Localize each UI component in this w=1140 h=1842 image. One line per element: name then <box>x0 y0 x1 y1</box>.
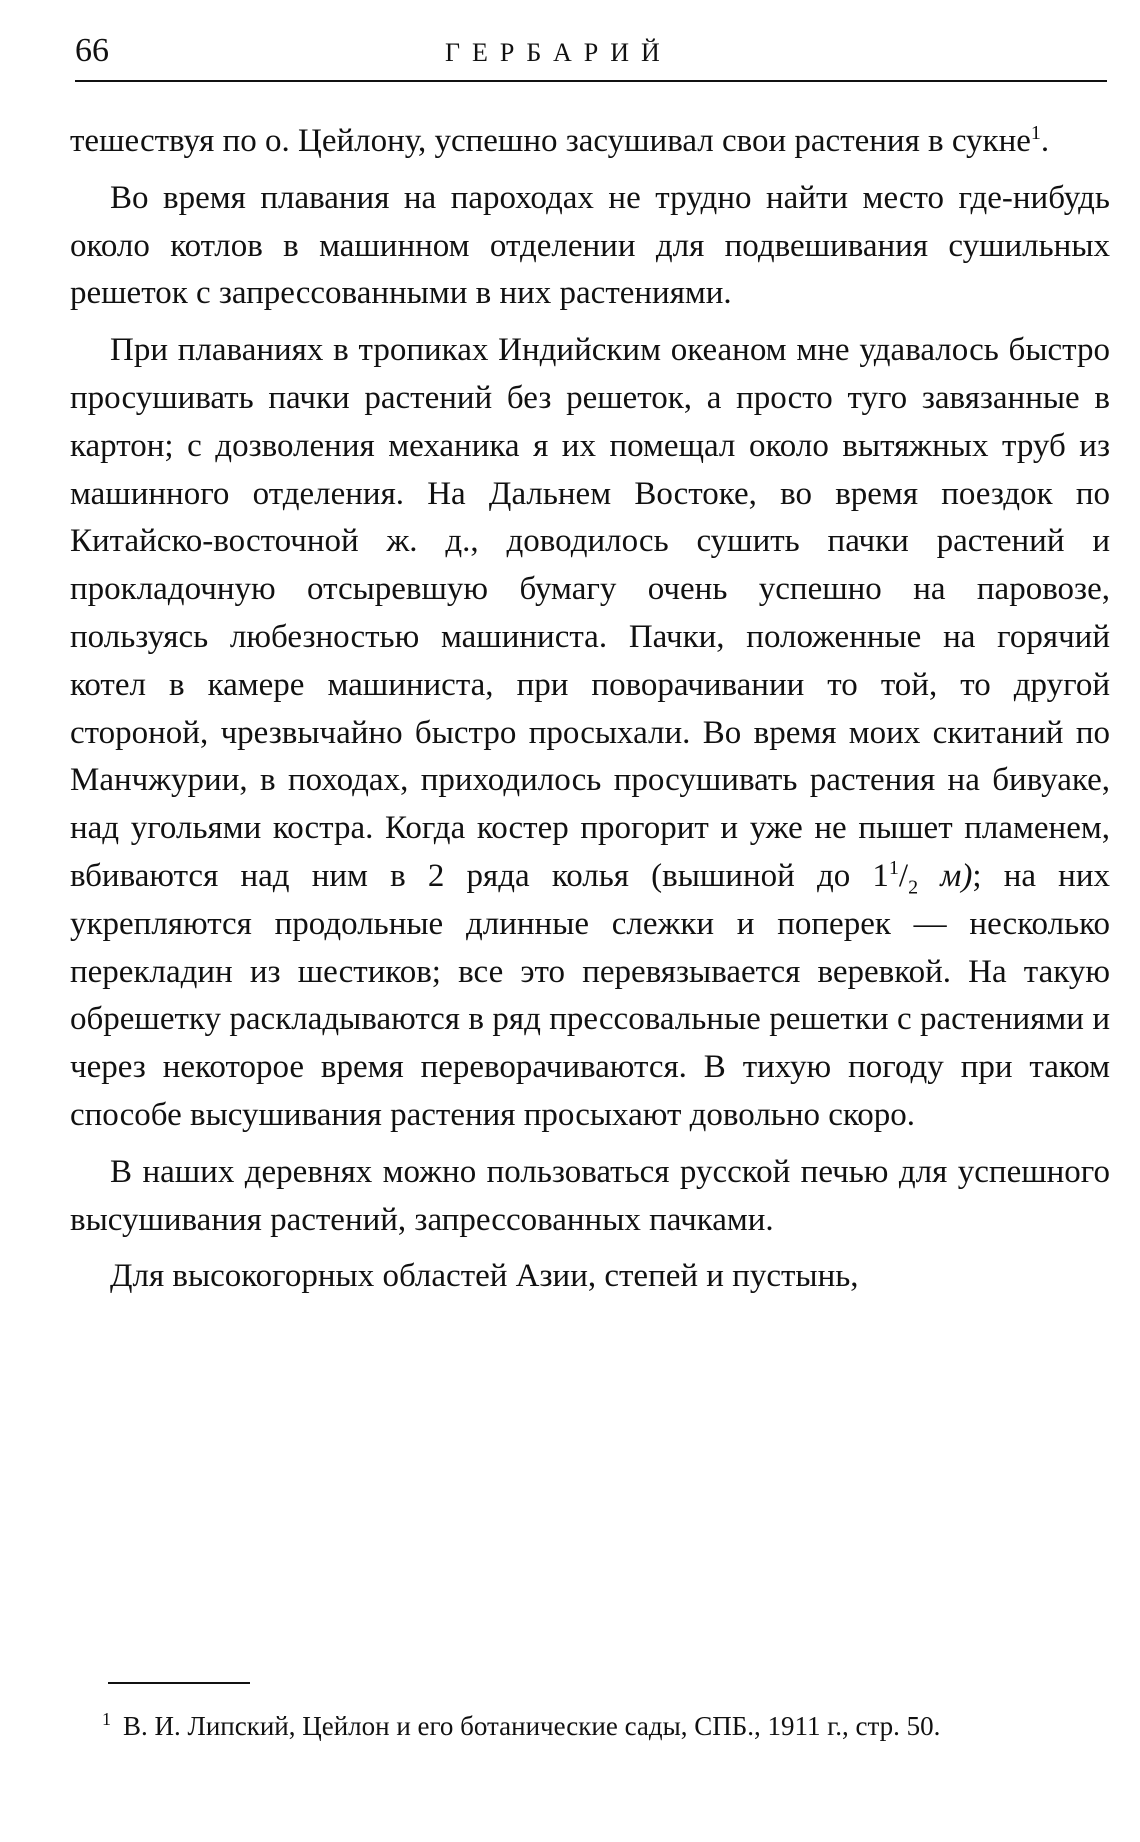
paragraph-3-text: При плаваниях в тропиках Индийским океаном мне удавалось быстро просушивать пачки растений без решеток, а просто туго завязанные в картон; с дозволения механика я их помещал около вытяжных труб из машинного отделения. На Дальнем Востоке, во время поездок по Китайско-восточной ж. д., доводилось сушить пачки растений и прокладочную отсыревшую бумагу очень успешно на паровозе, пользуясь любезностью машиниста. Пачки, положенные на горячий котел в камере машиниста, при поворачивании то той, то другой стороной, чрезвычайно быстро просыхали. Во время моих скитаний по Манчжурии, в походах, приходилось просушивать растения на бивуаке, над угольями костра. Когда костер прогорит и уже не пышет пламенем, вбиваются над ним в 2 ряда колья (вышиной до 1 <box>70 332 1110 894</box>
paragraph-2: Во время плавания на пароходах не трудно найти место где-нибудь около котлов в машинном отделении для подвешивания сушильных решеток с запрессованными в них растениями. <box>70 179 1110 312</box>
paragraph-3-tail: ; на них укрепляются продольные длинные слежки и поперек — несколько перекладин из шестиков; все это перевязывается веревкой. На такую обрешетку раскладываются в ряд прессовальные решетки с растениями и через некоторое время переворачиваются. В тихую погоду при таком способе высушивания растения просыхают довольно скоро. <box>70 857 1110 1133</box>
header-rule <box>75 80 1107 82</box>
running-head: ГЕРБАРИЙ <box>445 38 672 67</box>
page-number: 66 <box>75 32 109 69</box>
footnotes <box>62 1704 1107 1748</box>
page-header <box>75 20 1105 80</box>
body-text <box>70 118 1110 1310</box>
paragraph-4: В наших деревнях можно пользоваться русской печью для успешного высушивания растений, запрессованных пачками. <box>70 1153 1110 1238</box>
paragraph-5: Для высокогорных областей Азии, степей и пустынь, <box>110 1258 859 1295</box>
footnote-reference: 1 <box>1030 122 1041 144</box>
paragraph-1: тешествуя по о. Цейлону, успешно засушивал свои растения в сукне$^1$. <box>70 122 1050 159</box>
unit-label: м) <box>940 857 973 894</box>
footnote-rule <box>108 1682 250 1684</box>
fraction-numerator: 1 <box>888 856 899 879</box>
footnote-marker: 1 <box>102 1709 111 1729</box>
paragraph-1-text: тешествуя по о. Цейлону, успешно засушивал свои растения в сукне <box>70 123 1031 159</box>
footnote-text: В. И. Липский, Цейлон и его ботанические сады, СПБ., 1911 г., стр. 50. <box>123 1711 941 1741</box>
fraction-denominator: 2 <box>908 876 919 899</box>
footnote-1 <box>62 1704 1107 1748</box>
paragraph-3: При плаваниях в тропиках Индийским океаном мне удавалось быстро просушивать пачки растений без решеток, а просто туго завязанные в картон; с дозволения механика я их помещал около вытяжных труб из машинного отделения. На Дальнем Востоке, во время поездок по Китайско-восточной ж. д., доводилось сушить пачки растений и прокладочную отсыревшую бумагу очень успешно на паровозе, пользуясь любезностью машиниста. Пачки, положенные на горячий котел в камере машиниста, при поворачивании то той, то другой стороной, чрезвычайно быстро просыхали. Во время моих скитаний по Манчжурии, в походах, приходилось просушивать растения на бивуаке, над угольями костра. Когда костер прогорит и уже не пышет пламенем, вбиваются над ним в 2 ряда колья (вышиной до $1^1/_2$ м); на них укрепляются продольные длинные слежки и поперек — несколько перекладин из шестиков; все это перевязывается веревкой. На такую обрешетку раскладываются в ряд прессовальные решетки с растениями и через некоторое время переворачиваются. В тихую погоду при таком способе высушивания растения просыхают довольно скоро. <box>70 332 1110 1133</box>
